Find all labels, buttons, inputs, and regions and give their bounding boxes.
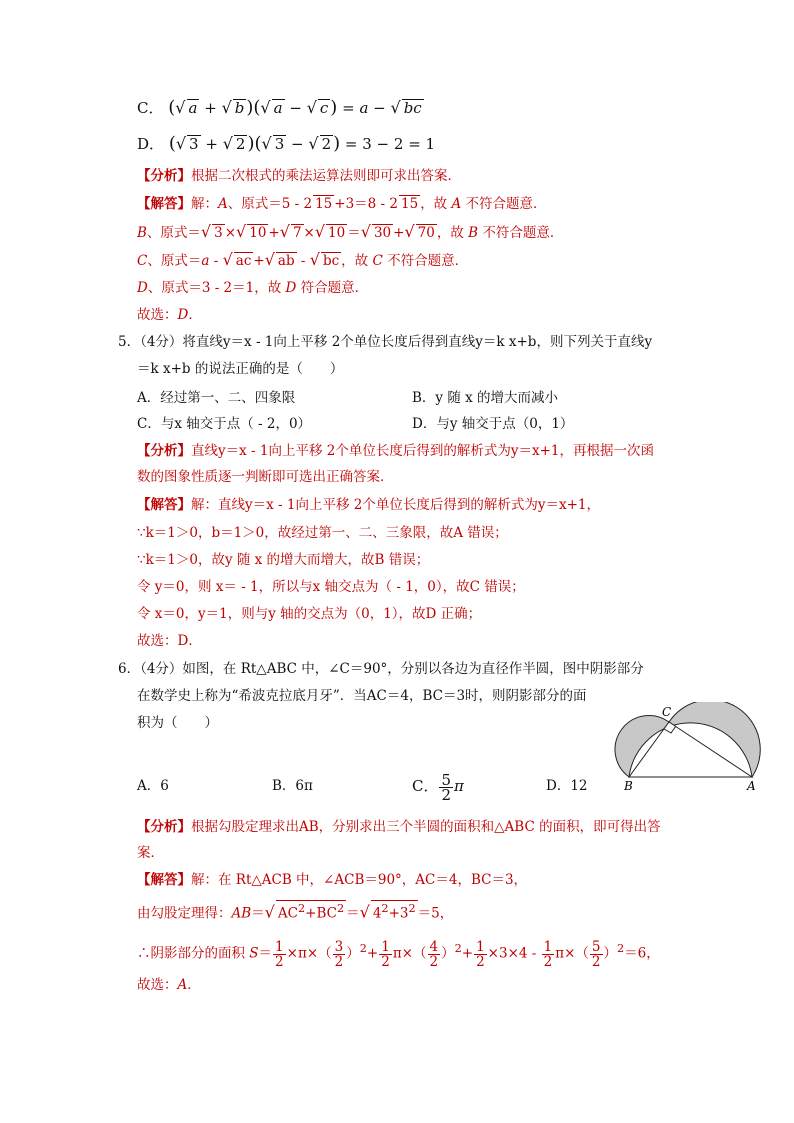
label-c: C — [662, 705, 672, 719]
q4-solution-line-2: B、原式＝√ 3 ×√ 10 +√ 7 ×√ 10 ＝√ 30 +√ 70 ，故 B 不符合题意． — [137, 222, 564, 241]
q5-solution-line-5: 令 x＝0，y＝1，则与y 轴的交点为（0，1），故D 正确； — [137, 606, 482, 622]
q5-option-b: B．y 随 x 的增大而减小 — [412, 390, 559, 406]
q5-solution-line-4: 令 y＝0，则 x＝ - 1，所以与x 轴交点为（ - 1，0），故C 错误； — [137, 579, 525, 595]
q6-stem-line-2: 在数学史上称为“希波克拉底月牙”．当AC＝4，BC＝3时，则阴影部分的面 — [137, 688, 587, 704]
label-b: B — [624, 779, 633, 792]
q6-solution-line-1: 【解答】解：在 Rt△ACB 中，∠ACB＝90°，AC＝4，BC＝3， — [137, 872, 528, 888]
q5-solution-line-1: 【解答】解：直线y＝x - 1向上平移 2个单位长度后得到的解析式为y＝x+1， — [137, 497, 600, 513]
q4-solution-line-4: D、原式＝3 - 2＝1，故 D 符合题意． — [137, 280, 369, 296]
q6-stem-line-1: 6．（4分）如图，在 Rt△ABC 中，∠C＝90°，分别以各边为直径作半圆，图中阴影部分 — [118, 661, 644, 677]
q6-analysis-line-1: 【分析】根据勾股定理求出AB，分别求出三个半圆的面积和△ABC 的面积，即可得出答 — [137, 819, 661, 835]
q6-answer: 故选：A． — [137, 977, 201, 993]
q5-stem-line-2: ＝k x+b 的说法正确的是（ ） — [137, 361, 344, 377]
q6-option-d: D．12 — [546, 778, 588, 794]
q5-solution-line-2: ∵k＝1＞0，b＝1＞0，故经过第一、二、三象限，故A 错误； — [137, 525, 508, 541]
q5-analysis-line-1: 【分析】直线y＝x - 1向上平移 2个单位长度后得到的解析式为y＝x+1，再根据一次函 — [137, 443, 654, 459]
q4-solution-line-3: C、原式＝a - √ ac +√ ab - √ bc ，故 C 不符合题意． — [137, 250, 469, 269]
q5-answer: 故选：D． — [137, 633, 202, 649]
q5-solution-line-3: ∵k＝1＞0，故y 随 x 的增大而增大，故B 错误； — [137, 552, 430, 568]
q6-solution-line-3: ∴阴影部分的面积 S＝ $\frac{1}{2}$ ×π×（ $\frac{3}{2}$ ）$^2$+ $\frac{1}{2}$ π×（ $\frac{4}{2}$ ）$^2$+ $\frac{1}{2}$ ×3×4 - $\frac{1}{2}$ π×（ $\frac{5}{2}$ ）$^2$＝6， — [137, 938, 660, 970]
q5-option-d: D．与y 轴交于点（0，1） — [412, 416, 574, 432]
q6-analysis-line-2: 案． — [137, 845, 164, 861]
q5-option-c: C．与x 轴交于点（ - 2，0） — [137, 416, 312, 432]
q5-option-a: A．经过第一、二、四象限 — [137, 390, 296, 406]
q6-solution-line-2: 由勾股定理得：AB＝√ $AC^2+BC^2$ ＝√ $4^2+3^2 =5$， — [137, 902, 454, 922]
label-a: A — [747, 779, 756, 792]
q4-option-c: C． (√ a + √ b )(√ a − √ c ) = a − √ bc — [137, 97, 422, 118]
q6-option-b: B．6π — [272, 778, 313, 794]
q4-analysis: 【分析】根据二次根式的乘法运算法则即可求出答案． — [137, 168, 461, 184]
q6-stem-line-3: 积为（ ） — [137, 715, 218, 731]
q4-solution-line-1: 【解答】解：A、原式＝5 - 2 15 +3＝8 - 2 15 ，故 A 不符合题意． — [137, 196, 547, 212]
q6-option-c: C． $\frac{5}{2}$ π — [412, 770, 464, 804]
q4-option-d: D． (√ 3 + √ 2 )(√ 3 − √ 2 ) = 3 − 2 = 1 — [137, 133, 436, 154]
q5-stem-line-1: 5．（4分）将直线y＝x - 1向上平移 2个单位长度后得到直线y＝k x+b，则下列关于直线y — [118, 334, 653, 350]
lune-figure — [614, 702, 774, 792]
q4-answer: 故选：D． — [137, 307, 202, 323]
q6-option-a: A．6 — [137, 778, 169, 794]
q5-analysis-line-2: 数的图象性质逐一判断即可选出正确答案． — [137, 469, 394, 485]
